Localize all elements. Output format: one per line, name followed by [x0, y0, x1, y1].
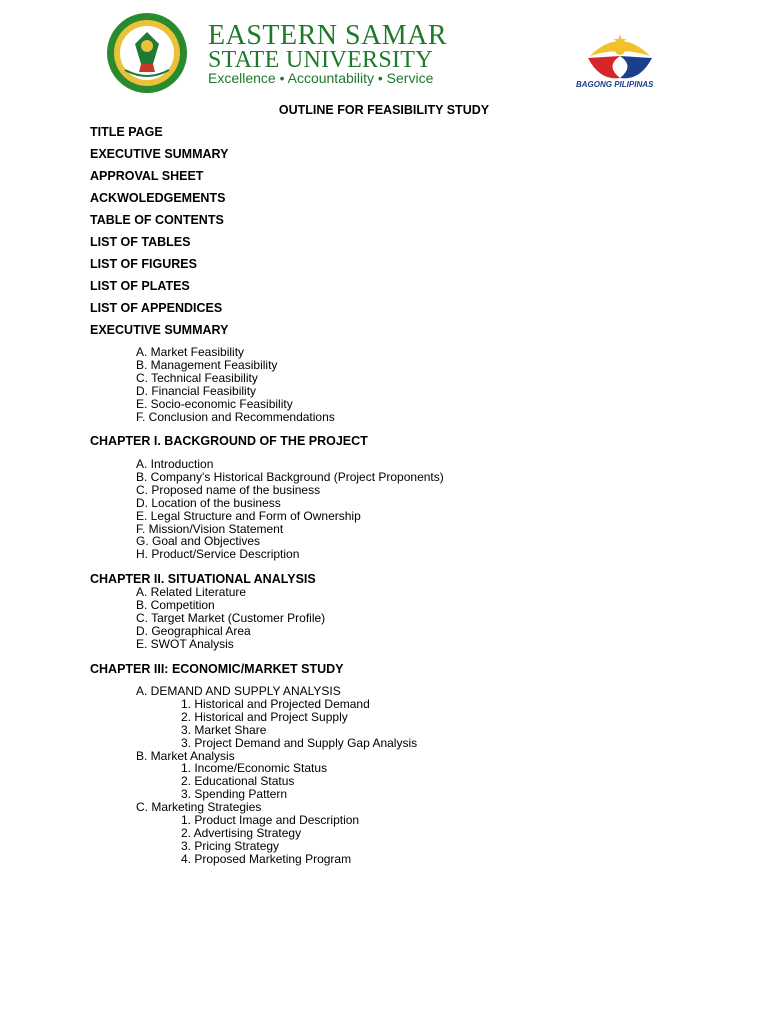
- list-item: 1. Income/Economic Status: [181, 761, 328, 776]
- list-item: 3. Spending Pattern: [181, 787, 288, 802]
- bagong-pilipinas-label: BAGONG PILIPINAS: [576, 80, 654, 89]
- university-name-line2: STATE UNIVERSITY: [208, 47, 433, 73]
- executive-summary-items: [136, 346, 335, 423]
- list-item: D. Geographical Area: [136, 623, 251, 638]
- list-item: E. SWOT Analysis: [136, 636, 234, 651]
- list-item: 2. Educational Status: [181, 774, 295, 789]
- chapter-3-heading: CHAPTER III: ECONOMIC/MARKET STUDY: [90, 662, 344, 676]
- list-item: B. Competition: [136, 597, 215, 612]
- front-matter-item: ACKWOLEDGEMENTS: [90, 191, 226, 205]
- university-name-line1: EASTERN SAMAR: [208, 20, 448, 51]
- front-matter-item: LIST OF TABLES: [90, 235, 191, 249]
- front-matter-item: LIST OF APPENDICES: [90, 301, 223, 315]
- list-item: 2. Historical and Project Supply: [181, 709, 348, 724]
- front-matter-item: TABLE OF CONTENTS: [90, 213, 224, 227]
- chapter-1-items: [136, 458, 444, 561]
- list-item: 1. Historical and Projected Demand: [181, 696, 370, 711]
- front-matter-item: EXECUTIVE SUMMARY: [90, 147, 229, 161]
- list-item: G. Goal and Objectives: [136, 534, 261, 549]
- chapter-1-heading: CHAPTER I. BACKGROUND OF THE PROJECT: [90, 434, 368, 448]
- list-item: 3. Project Demand and Supply Gap Analysis: [181, 735, 418, 750]
- list-item: D. Location of the business: [136, 495, 281, 510]
- university-tagline: Excellence • Accountability • Service: [208, 70, 434, 86]
- front-matter-item: TITLE PAGE: [90, 125, 163, 139]
- list-item: E. Legal Structure and Form of Ownership: [136, 508, 361, 523]
- list-item: A. Market Feasibility: [136, 345, 245, 359]
- front-matter-item: LIST OF FIGURES: [90, 257, 197, 271]
- list-item: C. Target Market (Customer Profile): [136, 610, 326, 625]
- section-heading: C. Marketing Strategies: [136, 800, 262, 815]
- list-item: B. Management Feasibility: [136, 357, 278, 372]
- bagong-pilipinas-logo: [580, 26, 660, 82]
- list-item: A. Related Literature: [136, 585, 247, 599]
- list-item: 4. Proposed Marketing Program: [181, 851, 352, 866]
- front-matter-item: LIST OF PLATES: [90, 279, 190, 293]
- list-item: H. Product/Service Description: [136, 547, 300, 562]
- list-item: C. Technical Feasibility: [136, 370, 258, 385]
- document-title: OUTLINE FOR FEASIBILITY STUDY: [278, 103, 490, 117]
- list-item: F. Conclusion and Recommendations: [136, 409, 335, 424]
- university-seal-logo: [97, 12, 197, 94]
- list-item: 2. Advertising Strategy: [181, 825, 302, 840]
- chapter-3-items: [136, 685, 417, 866]
- section-heading: B. Market Analysis: [136, 748, 235, 763]
- front-matter-item: EXECUTIVE SUMMARY: [90, 323, 229, 337]
- section-heading: A. DEMAND AND SUPPLY ANALYSIS: [136, 684, 341, 698]
- list-item: A. Introduction: [136, 457, 214, 471]
- front-matter-list: [90, 124, 228, 344]
- chapter-2-items: [136, 586, 325, 651]
- chapter-2-heading: CHAPTER II. SITUATIONAL ANALYSIS: [90, 572, 316, 586]
- list-item: 3. Pricing Strategy: [181, 838, 280, 853]
- list-item: 1. Product Image and Description: [181, 813, 360, 828]
- front-matter-item: APPROVAL SHEET: [90, 169, 204, 183]
- list-item: B. Company's Historical Background (Project Proponents): [136, 469, 444, 484]
- letterhead: [0, 0, 768, 100]
- list-item: D. Financial Feasibility: [136, 383, 257, 398]
- list-item: F. Mission/Vision Statement: [136, 521, 284, 536]
- list-item: E. Socio-economic Feasibility: [136, 396, 293, 411]
- list-item: 3. Market Share: [181, 722, 267, 737]
- list-item: C. Proposed name of the business: [136, 482, 321, 497]
